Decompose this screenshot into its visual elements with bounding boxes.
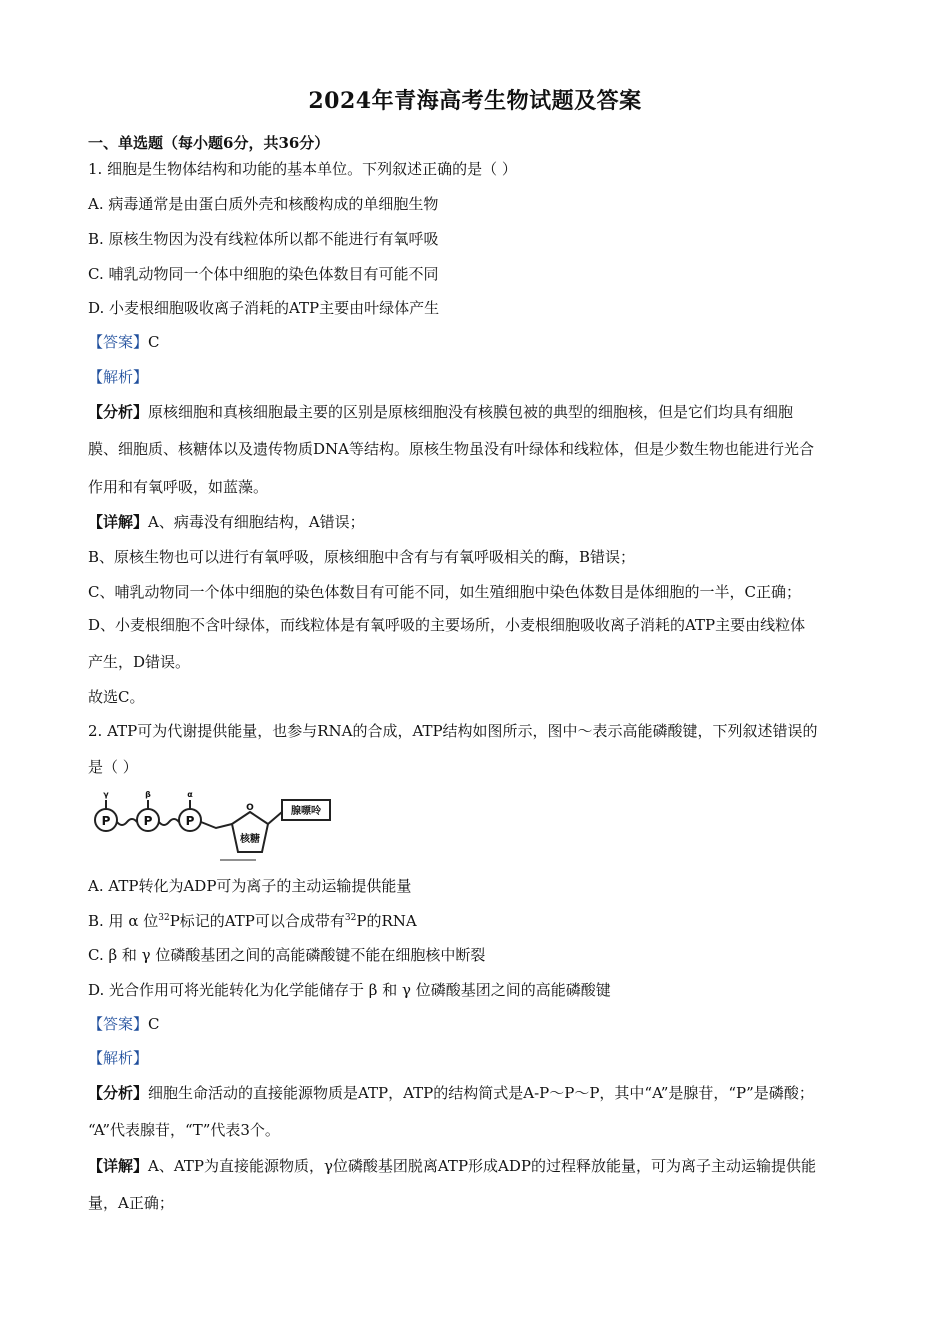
fenxi-text: 细胞生命活动的直接能源物质是ATP，ATP的结构简式是A-P～P～P，其中“A”是腺苷，“P”是磷酸； (148, 1084, 814, 1102)
answer-tag: 【答案】 (88, 1015, 149, 1033)
option-b-suffix: P的RNA (356, 912, 417, 930)
beta-label: β (145, 790, 151, 799)
atp-structure-diagram (86, 786, 336, 864)
ring-oxygen-label: O (246, 803, 254, 813)
fenxi-tag: 【分析】 (88, 403, 149, 421)
fenxi-text: 原核细胞和真核细胞最主要的区别是原核细胞没有核膜包被的典型的细胞核，但是它们均具有细胞 (148, 403, 794, 421)
gamma-label: γ (103, 790, 109, 799)
q1-fenxi-line-1 (88, 402, 878, 422)
q1-fenxi-line-3: 作用和有氧呼吸，如蓝藻。 (88, 478, 269, 496)
option-b-prefix: B. 用 α 位 (88, 912, 159, 930)
q2-fenxi-line-1 (88, 1083, 878, 1103)
q1-xiangjie-line-4: D、小麦根细胞不含叶绿体，而线粒体是有氧呼吸的主要场所，小麦根细胞吸收离子消耗的ATP主要由线粒体 (88, 616, 806, 634)
adenine-label: 腺嘌呤 (291, 806, 321, 817)
isotope-superscript: 32 (158, 913, 170, 923)
q1-analysis-tag: 【解析】 (88, 368, 149, 386)
option-b-mid: P标记的ATP可以合成带有 (169, 912, 345, 930)
q1-xiangjie-line-1 (88, 512, 878, 532)
fenxi-tag: 【分析】 (88, 1084, 149, 1102)
ester-bond (201, 822, 232, 828)
xiangjie-text: A、病毒没有细胞结构，A错误； (148, 513, 365, 531)
xiangjie-tag: 【详解】 (88, 1157, 149, 1175)
q2-xiangjie-line-2: 量，A正确； (88, 1194, 174, 1212)
q2-option-a: A. ATP转化为ADP可为离子的主动运输提供能量 (88, 877, 412, 895)
q1-xiangjie-line-5: 产生，D错误。 (88, 653, 191, 671)
q1-option-d: D. 小麦根细胞吸收离子消耗的ATP主要由叶绿体产生 (88, 299, 440, 317)
q2-stem-line-1: 2. ATP可为代谢提供能量，也参与RNA的合成，ATP结构如图所示，图中～表示高能磷酸键，下列叙述错误的 (88, 722, 818, 740)
high-energy-bond-1 (117, 819, 137, 825)
q1-option-c: C. 哺乳动物同一个体中细胞的染色体数目有可能不同 (88, 265, 439, 283)
glycosidic-bond (268, 812, 282, 824)
phosphate-beta-label: P (143, 814, 153, 828)
q1-stem: 1. 细胞是生物体结构和功能的基本单位。下列叙述正确的是（ ） (88, 160, 517, 178)
q1-fenxi-line-2: 膜、细胞质、核糖体以及遗传物质DNA等结构。原核生物虽没有叶绿体和线粒体，但是少数生物也能进行光合 (88, 440, 814, 458)
q2-fenxi-line-2: “A”代表腺苷，“T”代表3个。 (88, 1121, 280, 1139)
q1-option-b: B. 原核生物因为没有线粒体所以都不能进行有氧呼吸 (88, 230, 439, 248)
xiangjie-text: A、ATP为直接能源物质，γ位磷酸基团脱离ATP形成ADP的过程释放能量，可为离子主动运输提供能 (148, 1157, 816, 1175)
q1-xiangjie-line-2: B、原核生物也可以进行有氧呼吸，原核细胞中含有与有氧呼吸相关的酶，B错误； (88, 548, 636, 566)
ribose-label: 核糖 (240, 834, 260, 845)
q2-answer (88, 1014, 878, 1034)
section-heading: 一、单选题（每小题6分，共36分） (88, 134, 330, 152)
q1-answer (88, 332, 878, 352)
q2-option-b (88, 911, 878, 931)
q2-option-c: C. β 和 γ 位磷酸基团之间的高能磷酸键不能在细胞核中断裂 (88, 946, 486, 964)
q1-option-a: A. 病毒通常是由蛋白质外壳和核酸构成的单细胞生物 (88, 195, 439, 213)
q2-stem-line-2: 是（ ） (88, 758, 138, 776)
answer-tag: 【答案】 (88, 333, 149, 351)
q2-analysis-tag: 【解析】 (88, 1049, 149, 1067)
q2-option-d: D. 光合作用可将光能转化为化学能储存于 β 和 γ 位磷酸基团之间的高能磷酸键 (88, 981, 611, 999)
phosphate-alpha-label: P (185, 814, 195, 828)
answer-value: C (148, 1015, 160, 1033)
isotope-superscript: 32 (344, 913, 357, 923)
page-title: 2024年青海高考生物试题及答案 (308, 88, 642, 114)
q1-xiangjie-line-6: 故选C。 (88, 688, 145, 706)
xiangjie-tag: 【详解】 (88, 513, 149, 531)
q1-xiangjie-line-3: C、哺乳动物同一个体中细胞的染色体数目有可能不同，如生殖细胞中染色体数目是体细胞的一半，C正确； (88, 583, 801, 601)
q2-xiangjie-line-1 (88, 1156, 878, 1176)
answer-value: C (148, 333, 160, 351)
ribose-ring (232, 812, 268, 852)
alpha-label: α (187, 790, 193, 799)
high-energy-bond-2 (159, 819, 179, 825)
phosphate-gamma-label: P (101, 814, 111, 828)
